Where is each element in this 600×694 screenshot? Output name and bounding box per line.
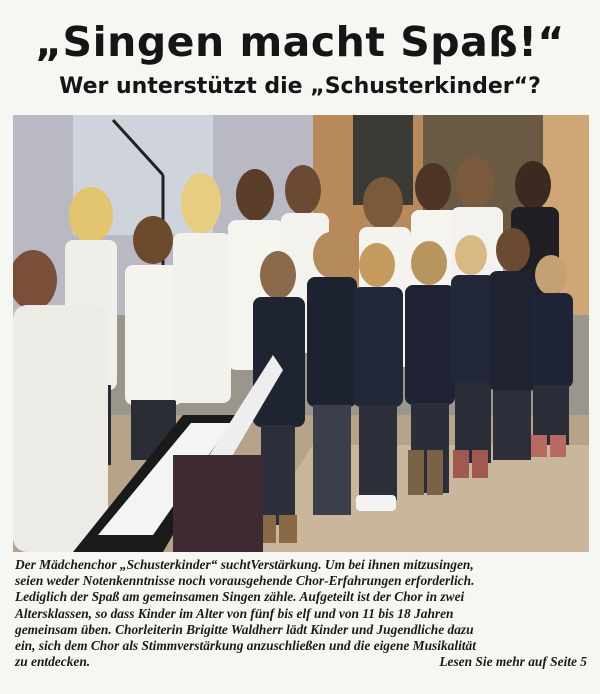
headline: „Singen macht Spaß!“ [35,18,565,66]
photo-caption [15,557,587,670]
caption-line: Altersklassen, so dass Kinder im Alter von fünf bis elf und von 11 bis 18 Jahren [15,605,454,621]
caption-line: Der Mädchenchor „Schusterkinder“ suchtVerstärkung. Um bei ihnen mitzusingen, [15,557,474,572]
subheadline: Wer unterstützt die „Schusterkinder“? [59,74,541,99]
caption-line: Lediglich der Spaß am gemeinsamen Singen zähle. Aufgeteilt ist der Chor in zwei [15,589,465,605]
caption-line: ein, sich dem Chor als Stimmverstärkung anzuschließen und die eigene Musikalität [15,638,476,654]
caption-line: seien weder Notenkenntnisse noch vorausgehende Chor-Erfahrungen erforderlich. [15,573,475,589]
choir-photo [13,115,589,552]
caption-last-line: zu entdecken. [15,654,91,670]
read-more-reference: Lesen Sie mehr auf Seite 5 [439,654,587,670]
caption-line: gemeinsam üben. Chorleiterin Brigitte Waldherr lädt Kinder und Jugendliche dazu [15,621,474,637]
